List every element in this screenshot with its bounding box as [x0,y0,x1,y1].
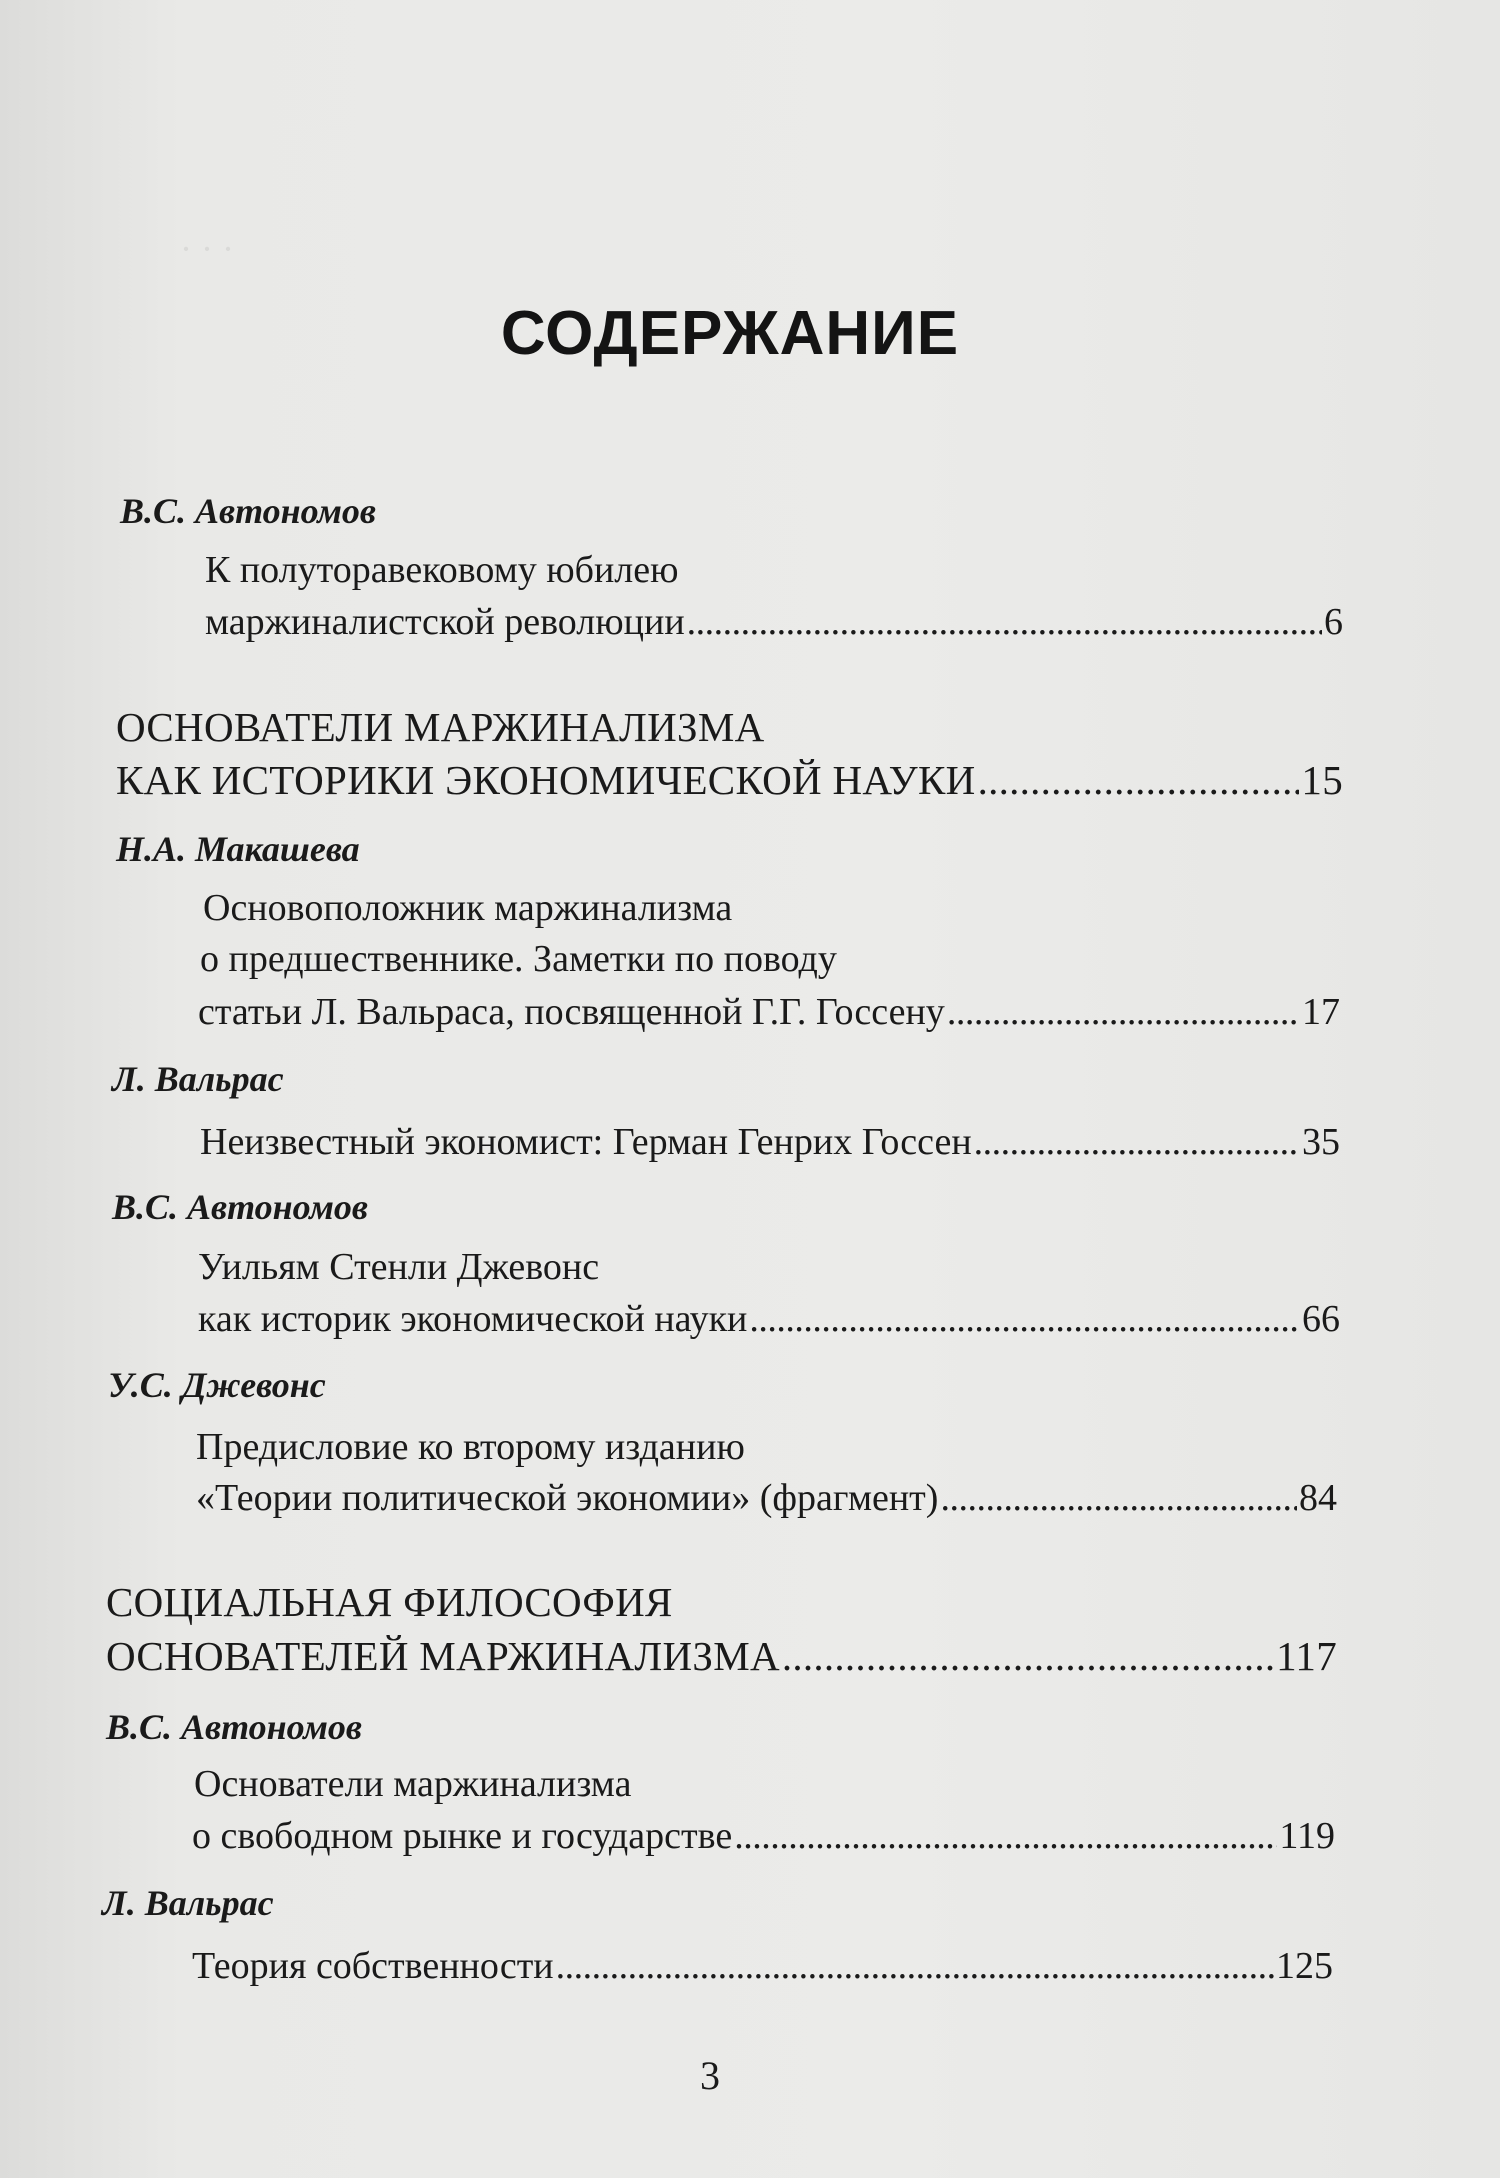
toc-entry-row [196,1476,1337,1520]
toc-page-number: 17 [1302,991,1340,1033]
toc-entry-title: К полуторавековому юбилею [205,549,679,591]
toc-entry-row [192,1944,1333,1988]
bleed-through-text: · · · [180,229,234,269]
dot-leader [978,756,1300,804]
page-title: СОДЕРЖАНИЕ [500,299,960,368]
toc-section-title: ОСНОВАТЕЛЕЙ МАРЖИНАЛИЗМА [106,1633,780,1679]
toc-entry-title: о предшественнике. Заметки по поводу [200,938,837,980]
toc-entry-title: Неизвестный экономист: Герман Генрих Госсен [200,1121,972,1163]
toc-author: Н.А. Макашева [116,829,360,869]
toc-page-number: 6 [1324,601,1343,643]
toc-entry-title: Уильям Стенли Джевонс [198,1246,600,1288]
toc-section-row [116,756,1343,804]
toc-section-title: КАК ИСТОРИКИ ЭКОНОМИЧЕСКОЙ НАУКИ [116,757,976,803]
dot-leader [974,1120,1300,1164]
toc-section-row [106,1632,1337,1680]
dot-leader [687,600,1322,644]
toc-entry-title: «Теории политической экономии» (фрагмент) [196,1477,939,1519]
page-number: 3 [700,2053,720,2098]
dot-leader [556,1944,1274,1988]
toc-author: В.С. Автономов [120,491,377,531]
dot-leader [782,1632,1274,1680]
toc-page-number: 35 [1302,1121,1340,1163]
toc-author: Л. Вальрас [102,1883,274,1923]
toc-section-title: СОЦИАЛЬНАЯ ФИЛОСОФИЯ [106,1579,673,1625]
toc-entry-title: статьи Л. Вальраса, посвященной Г.Г. Госсену [198,991,945,1033]
toc-entry-title: Теория собственности [192,1945,554,1987]
toc-author: В.С. Автономов [106,1707,363,1747]
toc-entry-title: Предисловие ко второму изданию [196,1426,745,1468]
toc-page-number: 15 [1301,757,1343,803]
dot-leader [734,1814,1277,1858]
toc-author: Л. Вальрас [112,1059,284,1099]
toc-entry-row [198,1297,1340,1341]
toc-page-number: 117 [1276,1633,1337,1679]
toc-entry-row [192,1814,1335,1858]
dot-leader [749,1297,1300,1341]
toc-entry-title: о свободном рынке и государстве [192,1815,733,1857]
toc-page-number: 119 [1279,1815,1335,1857]
toc-page-number: 84 [1299,1477,1337,1519]
toc-author: У.С. Джевонс [108,1365,326,1405]
toc-entry-row [200,1120,1340,1164]
toc-entry-title: маржиналистской революции [205,601,685,643]
toc-author: В.С. Автономов [112,1187,369,1227]
toc-section-title: ОСНОВАТЕЛИ МАРЖИНАЛИЗМА [116,704,765,750]
toc-entry-row [205,600,1343,644]
toc-entry-row [198,990,1340,1034]
toc-page-number: 66 [1302,1298,1340,1340]
toc-page-number: 125 [1276,1945,1333,1987]
toc-entry-title: Основатели маржинализма [194,1763,632,1805]
dot-leader [940,1476,1297,1520]
dot-leader [947,990,1300,1034]
toc-entry-title: как историк экономической науки [198,1298,748,1340]
toc-entry-title: Основоположник маржинализма [203,887,733,929]
